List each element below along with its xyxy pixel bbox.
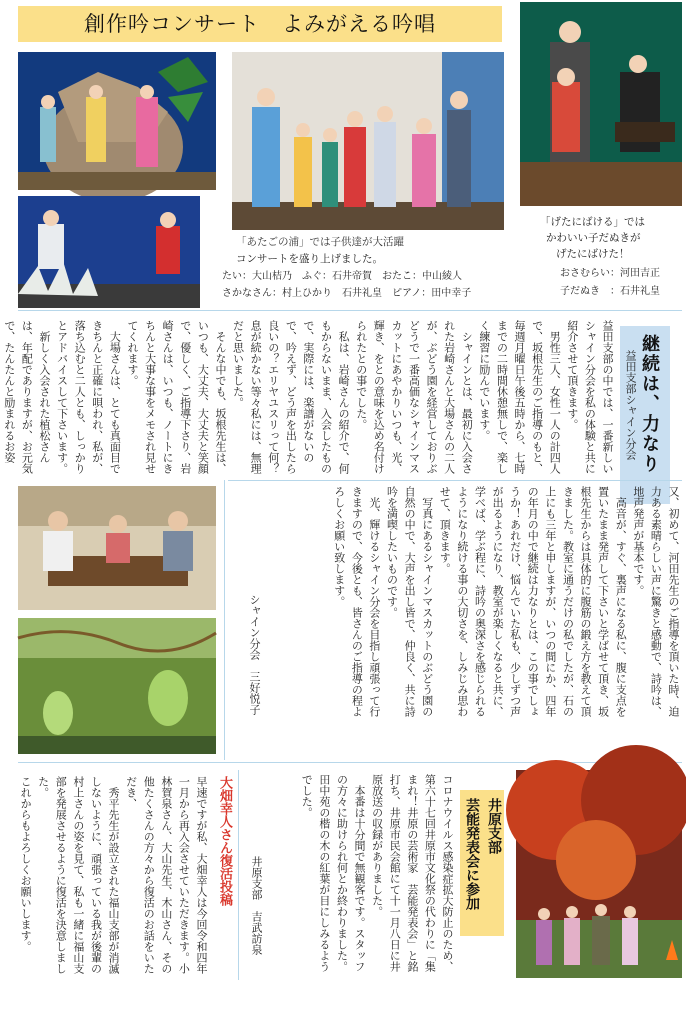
photo-members-table <box>18 486 216 610</box>
section1-heading: 継続は、力なり <box>639 334 660 474</box>
section2-body: コロナウイルス感染症拡大防止のため、第六十七回井原市文化祭の代わりに「集まれ！井原の芸術家 芸能発表会」と銘打ち、井原市民会館にて十一月八日に井原放送の収録がありました。 本番は十分間で無観客です。スタッフの方々に助けられ何とか終わりました。田中苑の楷の木の紅葉が目にしみるようでした。 <box>300 774 454 972</box>
right-caption-line-3: げたにばけた！ <box>556 248 630 260</box>
divider-mid <box>228 480 682 481</box>
right-caption-cast-1: おさむらい：河田吉正 <box>560 268 660 279</box>
section2-heading-1: 井原支部 <box>486 798 502 854</box>
section3-heading: 大畑幸人さん復活投稿 <box>217 776 232 906</box>
right-caption-line-1: 「げたにばける」では <box>540 216 645 228</box>
section3-body: 早速ですが私、大畑幸人は今回令和四年一月から再入会させていただきます。小林賀泉さん、大山先生、木山さん、その他たくさんの方々から復活のお話をいただき、 秀平先生が設立された福山支部が消滅しないように、頑張っている我が後輩の村上さんの姿を見て、私も一緒に福山支部を発展させるように復活を決意しました。 これからもよろしくお願いします。 <box>19 776 208 974</box>
section1-signature: シャイン分会 三好悦子 <box>248 594 261 715</box>
page-title: 創作吟コンサート よみがえる吟唱 <box>84 12 436 36</box>
caption-line-2: コンサートを盛り上げました。 <box>236 253 383 265</box>
stage-photo-children-2 <box>18 196 200 308</box>
caption-cast-2: さかなさん：村上ひかり 石井礼皇 ピアノ：田中幸子 <box>222 288 472 299</box>
section1-body-a: 益田支部の中では、一番新しいシャイン分会を私の体験と共に紹介させて頂きます。 男性三人、女性一人の計四人で、坂根先生のご指導のもと、毎週月曜日午後五時から、七時までの二時間休憩無しで、楽しく練習に励んでいます。 シャインとは、最初に入会された岩崎さんと大場さんの二人が、ぶどう園を経営しておりぶどうで一番高価なシャインマスカットにあやかりいつも、光、輝き、をとの意味を込め名付けられたとの事でした。 私は、岩崎さんの紹介で、何もからないまま、入会したもので、実際には、楽譜がないので、吟えず、どう声を出したら良いの？エリヤユスリって何？息が続かない等々私には、無理だと思いました。 そんな中でも、坂根先生は、いつも、大丈夫、大丈夫と笑顔で、優しく、ご指導下さり、岩崎さんは、いつも、ノートにきちんと大事な事をメモされ見せてくれます。 大場さんは、とても真面目できちんと正確に唄われ、私が、落ち込むと二人とも、しっかりとアドバイスして下さいます。 新しく入会された植松さんは、年配でありますが、お元気で、たんたんと励まれるお姿 <box>2 320 614 474</box>
section2-heading-2: 芸能発表会に参加 <box>464 798 480 910</box>
stage-photo-children-1 <box>18 52 216 190</box>
right-caption-cast-2: 子だぬき ：石井礼皇 <box>560 286 660 297</box>
photo-autumn-group <box>516 770 682 978</box>
section2-signature: 井原支部 吉武訪泉 <box>250 856 263 955</box>
section1-subheading: 益田支部シャイン分会 <box>624 350 637 460</box>
divider-bottom <box>18 762 682 763</box>
divider-vertical <box>224 480 225 760</box>
divider-vertical-bottom <box>238 770 239 980</box>
right-caption-line-2: かわいい子だぬきが <box>546 232 641 244</box>
divider-top <box>18 310 682 311</box>
section1-body-b: 又、初めて、河田先生のご指導を頂いた時、迫力ある素晴らしい声に驚きと感動で、詩吟は、地声発声が基本です。 高音が、すぐ、裏声になる私に、腹に支点を置いたまま発声して下さいと学ばせて頂き、坂根先生からは具体的に腹筋の鍛え方を教えて頂きました。教室に通うだけの私でしたが、石の上にも三年と申しますが、いつの間にか、四年の年月の中で継続は力なりとは、この事でしょうか！あれだけ、悩んでいた私も、少しずつ声が出るようになり、教室が楽しくなると共に、学べば、学ぶ程に、詩吟の奥深さを感じられるようになり続ける事の大切さを、しみじみ思わせて、頂きます。 写真にあるシャインマスカットのぶどう園の自然の中で、大声を出し皆で、仲良く、共に詩吟を満喫したいものです。 光、輝けるシャイン分会を目指し頑張って行きますので、今後とも、皆さんのご指導の程よろしくお願い致します。 <box>332 486 680 717</box>
photo-grapes <box>18 618 216 754</box>
caption-line-1: 「あたごの浦」では子供達が大活躍 <box>236 236 404 248</box>
stage-photo-group <box>232 52 504 230</box>
stage-photo-tanuki <box>520 2 682 206</box>
caption-cast-1: たい：大山桔乃 ふぐ：石井帝賀 おたこ：中山綾人 <box>222 271 462 282</box>
